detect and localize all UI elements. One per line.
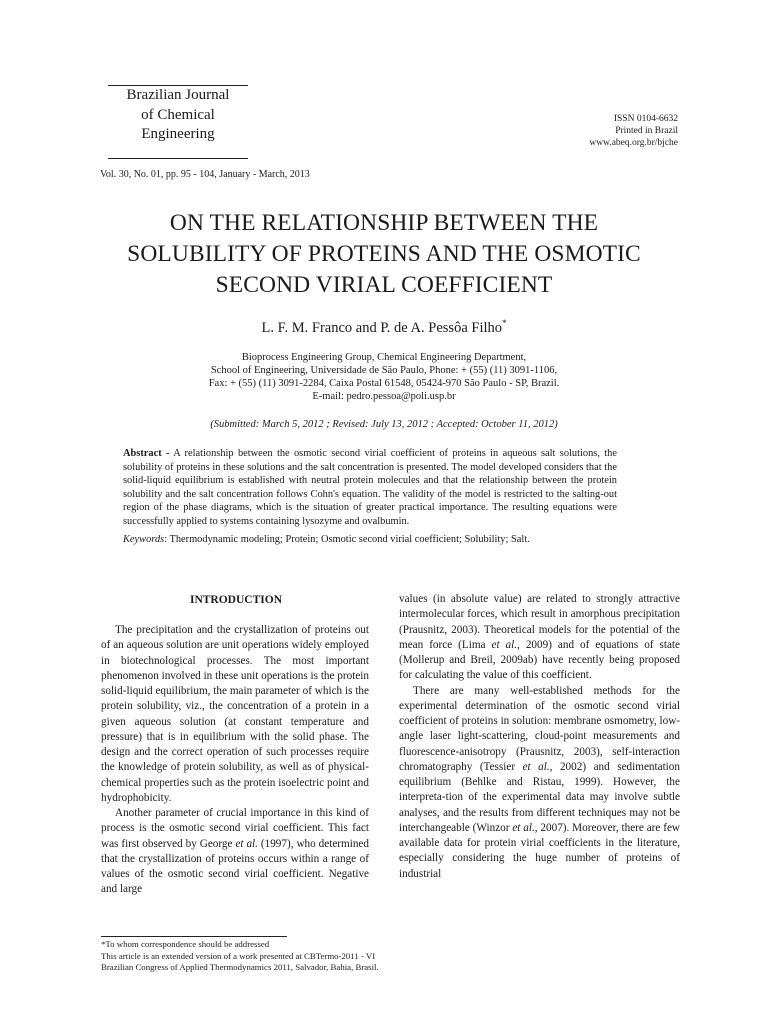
left-column [101, 623, 369, 898]
paragraph-text: , 2007). Moreover, there are few available data for protein virial coefficients in the literature, especially considering the huge number of proteins of industrial [399, 821, 680, 880]
paragraph [399, 592, 680, 684]
paragraph-text: The precipitation and the crystallization of proteins out of an aqueous solution are unit operations widely employed in biotechnological processes. The most important phenomenon involved in these unit operations is the protein solid-liquid equilibrium, the main parameter of which is the protein solubility, viz., the concentration of a protein in a given aqueous solution (at constant temperature and pressure) that is in equilibrium with the solid phase. The design and the correct operation of such processes require the knowledge of protein solubility, as well as of physical-chemical properties such as the protein isoelectric point and hydrophobicity. [101, 624, 369, 804]
affiliation-line: Bioprocess Engineering Group, Chemical Engineering Department, [241, 352, 527, 363]
footnote-divider [101, 936, 287, 937]
abstract-text: A relationship between the osmotic second virial coefficient of proteins in aqueous salt solutions, the solubility of proteins in these solutions and the salt concentration is presented. The model developed considers that the solid-liquid equilibrium is established with neutral protein molecules and that the relationship between the protein solubility and the salt concentration follows Cohn's equation. The validity of the model is restricted to the salting-out region of the phase diagrams, which is the situation of greater practical importance. The resulting equations were successfully applied to systems containing lysozyme and ovalbumin. [123, 448, 617, 527]
issn: ISSN 0104-6632 [613, 114, 678, 124]
journal-url[interactable]: www.abeq.org.br/bjche [589, 138, 678, 148]
section-heading: INTRODUCTION [189, 594, 282, 606]
keywords-text: : Thermodynamic modeling; Protein; Osmotic second virial coefficient; Solubility; Salt. [164, 534, 530, 545]
journal-info [589, 113, 678, 149]
keywords [123, 533, 617, 547]
paragraph [101, 623, 369, 806]
abstract-label: Abstract - [123, 448, 170, 459]
authors [0, 318, 768, 337]
footnote-line: This article is an extended version of a work presented at CBTermo-2011 - VI [101, 950, 376, 961]
title-line: SECOND VIRIAL COEFFICIENT [215, 272, 553, 298]
paragraph-text: values (in absolute value) are related to strongly attractive intermolecular forces, which result in amorphous precipitation (Prausnitz, 2003). Theoretical models for the potential of the mean force (Lima [399, 593, 680, 651]
et-al: et al. [235, 837, 258, 850]
keywords-label: Keywords [123, 534, 165, 545]
paragraph-text: (1997), who determined that the crystallization of proteins occurs within a range of values of the osmotic second virial coefficient. Negative and large [101, 837, 369, 896]
paragraph [101, 806, 369, 898]
footnote [101, 939, 401, 974]
footnote-line: Brazilian Congress of Applied Thermodynamics 2011, Salvador, Bahia, Brasil. [101, 962, 379, 972]
journal-name-box [108, 85, 248, 159]
footnote-line: *To whom correspondence should be addressed [101, 939, 270, 949]
title-line: SOLUBILITY OF PROTEINS AND THE OSMOTIC [127, 241, 641, 267]
paragraph-text: There are many well-established methods for the experimental determination of the osmotic second virial coefficient of proteins in solution: membrane osmometry, low-angle laser light-scattering, cloud-point measurements and fluorescence-anisotropy (Prausnitz, 2003), self-interaction chromatography (Tessier [399, 684, 680, 773]
journal-name-line: Brazilian Journal [126, 87, 230, 103]
paragraph [399, 684, 680, 882]
right-column [399, 592, 680, 882]
paper-title [70, 208, 698, 301]
paragraph-text: , 2002) and sedimentation equilibrium (Behlke and Ristau, 1999). However, the interpreta-tion of the experimental data may involve subtle analyses, and the results from different techniques may not be interchangeable (Winzor [399, 760, 680, 834]
title-line: ON THE RELATIONSHIP BETWEEN THE [169, 210, 599, 236]
et-al: et al. [491, 638, 518, 651]
printed-in: Printed in Brazil [615, 126, 678, 136]
et-al: et al. [512, 821, 535, 834]
paragraph-text: Another parameter of crucial importance in this kind of process is the osmotic second virial coefficient. This fact was first observed by George [101, 807, 369, 850]
author-names: L. F. M. Franco and P. de A. Pessôa Filho [261, 319, 502, 336]
journal-name-line: of Chemical [141, 106, 215, 123]
submission-dates: (Submitted: March 5, 2012 ; Revised: July 13, 2012 ; Accepted: October 11, 2012) [210, 419, 558, 430]
journal-name-line: Engineering [141, 126, 215, 142]
paragraph-text: , 2009) and of equations of state (Mollerup and Breil, 2009ab) have recently being proposed for calculating the value of this coefficient. [399, 638, 680, 682]
et-al: et al. [522, 760, 550, 773]
affiliation-line: School of Engineering, Universidade de São Paulo, Phone: + (55) (11) 3091-1106, [210, 365, 558, 376]
abstract [123, 447, 617, 529]
volume-line: Vol. 30, No. 01, pp. 95 - 104, January - March, 2013 [100, 169, 310, 180]
email-line[interactable]: E-mail: pedro.pessoa@poli.usp.br [312, 391, 456, 402]
affiliation-line: Fax: + (55) (11) 3091-2284, Caixa Postal 61548, 05424-970 São Paulo - SP, Brazil. [208, 378, 560, 389]
affiliation [150, 351, 618, 403]
correspondence-mark: * [502, 318, 507, 328]
